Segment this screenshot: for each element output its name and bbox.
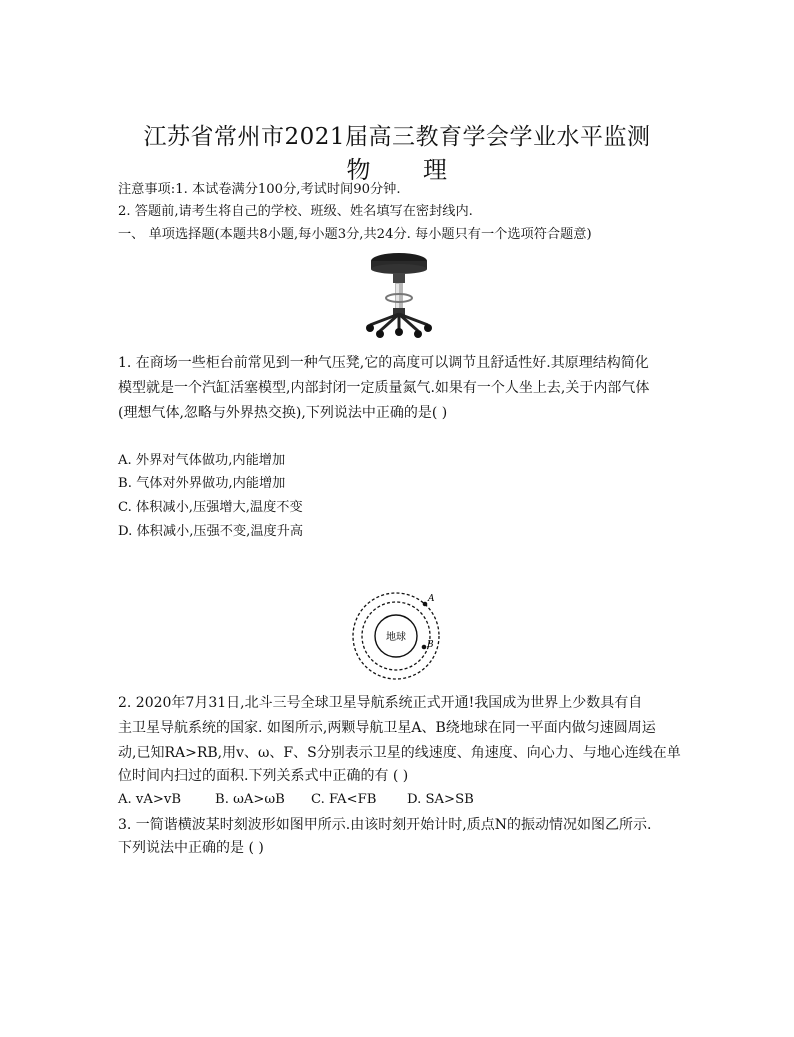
q1-line-2: 模型就是一个汽缸活塞模型,内部封闭一定质量氮气.如果有一个人坐上去,关于内部气体 <box>118 380 650 396</box>
q2-option-d: D. SA>SB <box>407 792 474 807</box>
q1-option-a: A. 外界对气体做功,内能增加 <box>118 453 286 468</box>
notes-line-2: 2. 答题前,请考生将自己的学校、班级、姓名填写在密封线内. <box>118 204 473 219</box>
satellite-b <box>422 645 427 650</box>
section-1-heading: 一、 单项选择题(本题共8小题,每小题3分,共24分. 每小题只有一个选项符合题意) <box>118 227 592 242</box>
q2-option-c: C. FA<FB <box>311 792 377 807</box>
q2-line-1: 2. 2020年7月31日,北斗三号全球卫星导航系统正式开通!我国成为世界上少数具有自 <box>118 695 643 711</box>
q2-line-4: 位时间内扫过的面积.下列关系式中正确的有 ( ) <box>118 768 409 784</box>
q2-line-3: 动,已知RA>RB,用v、ω、F、S分别表示卫星的线速度、角速度、向心力、与地心连线在单 <box>118 745 681 761</box>
subject-char-2: 理 <box>423 156 448 184</box>
q1-line-3: (理想气体,忽略与外界热交换),下列说法中正确的是( ) <box>118 405 448 421</box>
q1-line-1: 1. 在商场一些柜台前常见到一种气压凳,它的高度可以调节且舒适性好.其原理结构简化 <box>118 355 649 371</box>
q1-option-c: C. 体积减小,压强增大,温度不变 <box>118 500 303 515</box>
q2-line-2: 主卫星导航系统的国家. 如图所示,两颗导航卫星A、B绕地球在同一平面内做匀速圆周运 <box>118 720 656 736</box>
orbit-figure <box>350 590 444 682</box>
q2-options <box>118 790 474 810</box>
subject-char-1: 物 <box>346 156 371 184</box>
notes-line-1: 注意事项:1. 本试卷满分100分,考试时间90分钟. <box>118 182 401 197</box>
satellite-b-label: B <box>427 640 434 650</box>
q2-option-b: B. ωA>ωB <box>215 792 285 807</box>
satellite-a <box>423 602 428 607</box>
earth-label: 地球 <box>386 632 406 643</box>
q1-option-b: B. 气体对外界做功,内能增加 <box>118 476 286 491</box>
q3-line-2: 下列说法中正确的是 ( ) <box>118 840 264 856</box>
q3-line-1: 3. 一简谐横波某时刻波形如图甲所示.由该时刻开始计时,质点N的振动情况如图乙所示. <box>118 817 652 833</box>
stool-figure <box>362 250 436 340</box>
exam-title: 江苏省常州市2021届高三教育学会学业水平监测 <box>143 124 651 150</box>
q1-option-d: D. 体积减小,压强不变,温度升高 <box>118 524 304 539</box>
satellite-a-label: A <box>428 594 435 604</box>
q2-option-a: A. vA>vB <box>118 792 182 807</box>
